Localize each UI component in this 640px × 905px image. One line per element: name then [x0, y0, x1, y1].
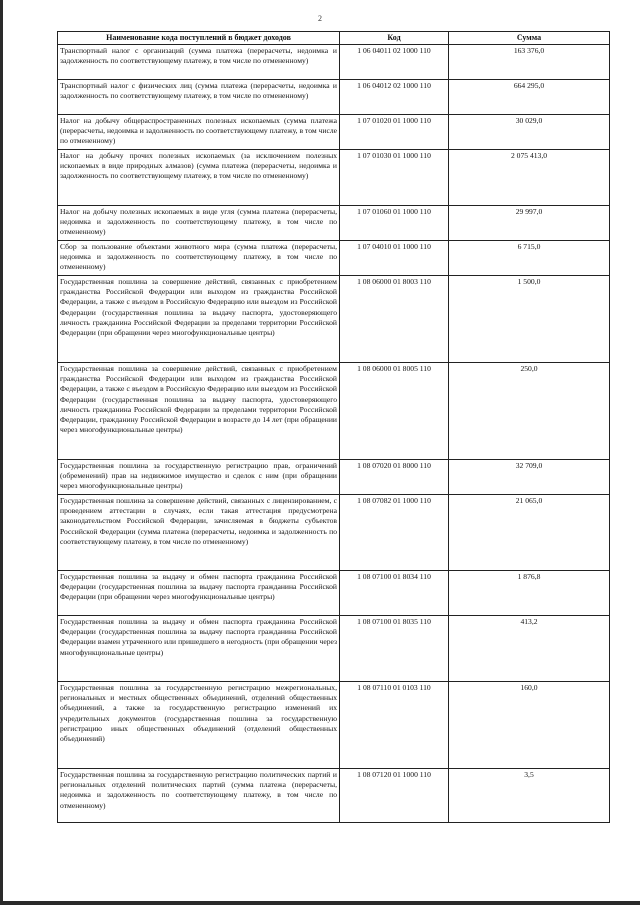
row-code-cell: 1 06 04012 02 1000 110	[340, 80, 449, 115]
row-code-cell: 1 07 01030 01 1000 110	[340, 150, 449, 206]
row-sum-cell: 6 715,0	[449, 241, 610, 276]
row-sum-cell: 21 065,0	[449, 495, 610, 571]
header-code: Код	[340, 32, 449, 45]
row-name-cell: Государственная пошлина за совершение действий, связанных с лицензированием, с проведением аттестации в случаях, если такая аттестация предусмотрена законодательством Российской Федерации, зачисляемая в бюджеты субъектов Российской Федерации (сумма платежа (перерасчеты, недоимка и задолженность по соответствующему платежу, в том числе по отмененному)	[58, 495, 340, 571]
row-code-cell: 1 07 01020 01 1000 110	[340, 115, 449, 150]
row-code-cell: 1 06 04011 02 1000 110	[340, 45, 449, 80]
header-sum: Сумма	[449, 32, 610, 45]
row-sum-cell: 32 709,0	[449, 460, 610, 495]
row-code-cell: 1 08 07100 01 8035 110	[340, 616, 449, 682]
table-row	[58, 206, 610, 241]
row-sum-cell: 1 876,8	[449, 571, 610, 616]
table-row	[58, 571, 610, 616]
table-row	[58, 115, 610, 150]
row-name-cell: Государственная пошлина за государственную регистрацию политических партий и региональных отделений политических партий (сумма платежа (перерасчеты, недоимка и задолженность по соответствующему платежу, в том числе по отмененному)	[58, 769, 340, 823]
row-code-cell: 1 08 06000 01 8003 110	[340, 276, 449, 363]
row-name-cell: Транспортный налог с физических лиц (сумма платежа (перерасчеты, недоимка и задолженность по соответствующему платежу, в том числе по отмененному)	[58, 80, 340, 115]
row-sum-cell: 2 075 413,0	[449, 150, 610, 206]
row-code-cell: 1 08 07020 01 8000 110	[340, 460, 449, 495]
row-name-cell: Налог на добычу прочих полезных ископаемых (за исключением полезных ископаемых в виде природных алмазов) (сумма платежа (перерасчеты, недоимка и задолженность по соответствующему платежу, в том числе по отмененному)	[58, 150, 340, 206]
row-code-cell: 1 08 07100 01 8034 110	[340, 571, 449, 616]
row-sum-cell: 163 376,0	[449, 45, 610, 80]
row-code-cell: 1 08 07082 01 1000 110	[340, 495, 449, 571]
row-name-cell: Транспортный налог с организаций (сумма платежа (перерасчеты, недоимка и задолженность по соответствующему платежу, в том числе по отмененному)	[58, 45, 340, 80]
row-name-cell: Налог на добычу полезных ископаемых в виде угля (сумма платежа (перерасчеты, недоимка и задолженность по соответствующему платежу, в том числе по отмененному)	[58, 206, 340, 241]
table-row	[58, 460, 610, 495]
table-body	[58, 45, 610, 823]
scan-left-edge	[0, 0, 3, 905]
table-row	[58, 276, 610, 363]
row-name-cell: Налог на добычу общераспространенных полезных ископаемых (сумма платежа (перерасчеты, недоимка и задолженность по соответствующему платежу, в том числе по отмененному)	[58, 115, 340, 150]
table-row	[58, 150, 610, 206]
table-row	[58, 241, 610, 276]
row-code-cell: 1 08 07120 01 1000 110	[340, 769, 449, 823]
table-row	[58, 45, 610, 80]
row-name-cell: Государственная пошлина за выдачу и обмен паспорта гражданина Российской Федерации (государственная пошлина за выдачу паспорта гражданина Российской Федерации взамен утраченного или пришедшего в негодность (при обращении через многофункциональные центры)	[58, 616, 340, 682]
row-sum-cell: 664 295,0	[449, 80, 610, 115]
table-header-row	[58, 32, 610, 45]
budget-revenue-table	[57, 31, 610, 823]
header-name: Наименование кода поступлений в бюджет доходов	[58, 32, 340, 45]
row-sum-cell: 413,2	[449, 616, 610, 682]
scan-bottom-edge	[0, 901, 640, 905]
table-row	[58, 363, 610, 460]
table-row	[58, 682, 610, 769]
row-code-cell: 1 08 06000 01 8005 110	[340, 363, 449, 460]
row-sum-cell: 29 997,0	[449, 206, 610, 241]
row-name-cell: Сбор за пользование объектами животного мира (сумма платежа (перерасчеты, недоимка и задолженность по соответствующему платежу, в том числе по отмененному)	[58, 241, 340, 276]
row-sum-cell: 1 500,0	[449, 276, 610, 363]
row-sum-cell: 160,0	[449, 682, 610, 769]
row-sum-cell: 250,0	[449, 363, 610, 460]
table-row	[58, 616, 610, 682]
row-name-cell: Государственная пошлина за совершение действий, связанных с приобретением гражданства Российской Федерации или выходом из гражданства Российской Федерации, а также с въездом в Российскую Федерацию или выездом из Российской Федерации (государственная пошлина за выдачу паспорта, удостоверяющего личность гражданина Российской Федерации за пределами территории Российской Федерации, гражданину Российской Федерации в возрасте до 14 лет (при обращении через многофункциональные центры)	[58, 363, 340, 460]
row-code-cell: 1 08 07110 01 0103 110	[340, 682, 449, 769]
row-sum-cell: 3,5	[449, 769, 610, 823]
page-number: 2	[318, 14, 322, 23]
row-sum-cell: 30 029,0	[449, 115, 610, 150]
table-row	[58, 495, 610, 571]
table-row	[58, 769, 610, 823]
row-name-cell: Государственная пошлина за выдачу и обмен паспорта гражданина Российской Федерации (государственная пошлина за выдачу паспорта гражданина Российской Федерации (при обращении через многофункциональные центры)	[58, 571, 340, 616]
row-name-cell: Государственная пошлина за совершение действий, связанных с приобретением гражданства Российской Федерации или выходом из гражданства Российской Федерации, а также с въездом в Российскую Федерацию или выездом из Российской Федерации (государственная пошлина за выдачу паспорта, удостоверяющего личность гражданина Российской Федерации за пределами территории Российской Федерации (при обращении через многофункциональные центры)	[58, 276, 340, 363]
row-name-cell: Государственная пошлина за государственную регистрацию прав, ограничений (обременений) прав на недвижимое имущество и сделок с ним (при обращении через многофункциональные центры)	[58, 460, 340, 495]
row-name-cell: Государственная пошлина за государственную регистрацию межрегиональных, региональных и местных общественных объединений, отделений общественных объединений, а также за государственную регистрацию изменений их учредительных документов (государственная пошлина за государственную регистрацию иных общественных объединений (отделений общественных объединений)	[58, 682, 340, 769]
row-code-cell: 1 07 04010 01 1000 110	[340, 241, 449, 276]
table-row	[58, 80, 610, 115]
row-code-cell: 1 07 01060 01 1000 110	[340, 206, 449, 241]
